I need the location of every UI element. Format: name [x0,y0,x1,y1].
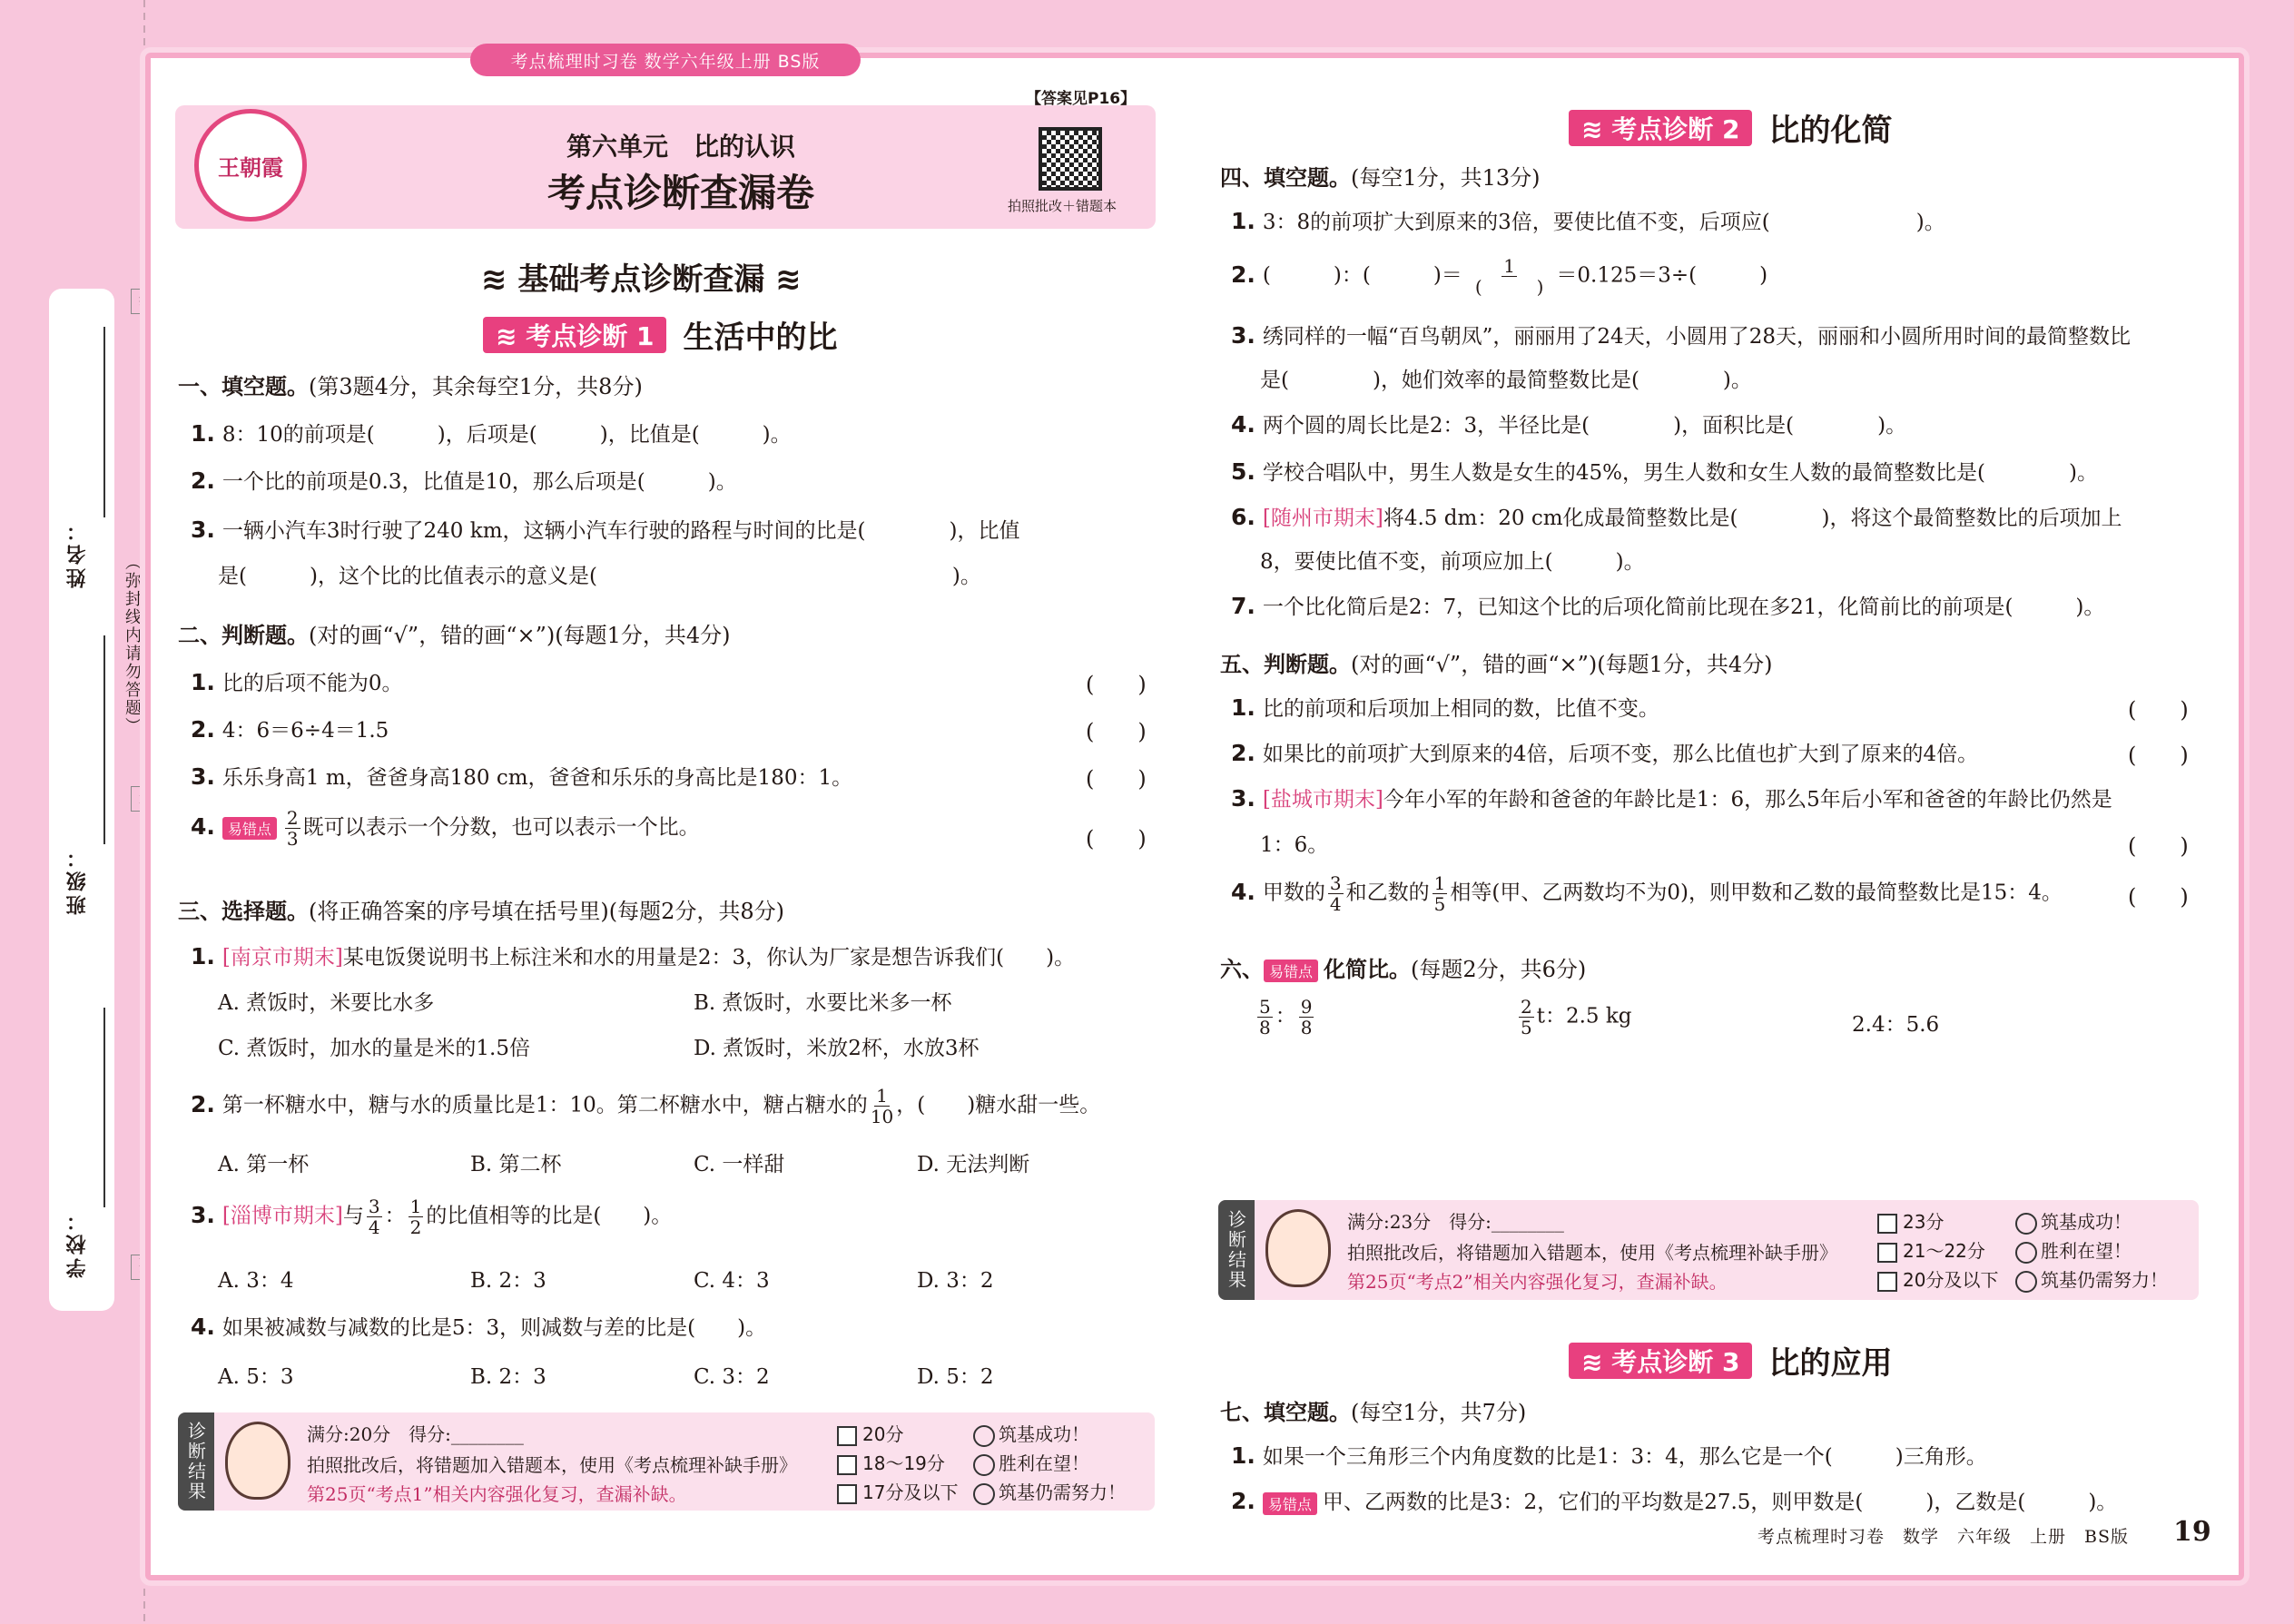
checkbox[interactable] [1877,1243,1897,1263]
result-text: 筑基成功！ [2041,1211,2132,1233]
section3-badge: ≋ 考点诊断 3 [1569,1343,1752,1379]
smile-icon [973,1483,995,1505]
diagnosis-result-1a [973,1420,1089,1447]
diagnosis-panel-1 [178,1412,1155,1511]
q3-3-tag: [淄博市期末] [222,1204,343,1228]
q3-2-fraction [871,1086,893,1127]
seal-note: （弥封线内请勿答题） [123,554,142,735]
q3-3-fraction-2 [409,1196,424,1237]
q3-3-fraction-1 [367,1196,382,1237]
diagnosis-result-1b [973,1449,1089,1476]
q5-4-text-c: 相等(甲、乙两数均不为0)，则甲数和乙数的最简整数比是15：4。 [1450,881,2063,905]
q3-3-option-b[interactable]: B. 2：3 [470,1269,546,1293]
q2-4-fraction [285,808,300,849]
q2-4-num: 2 [286,807,299,829]
q7-1-text: 如果一个三角形三个内角度数的比是1：3：4，那么它是一个( )三角形。 [1262,1445,1987,1469]
q4-6: 6. [随州市期末]将4.5 dm：20 cm化成最简整数比是( )，将这个最简整数比的后项加上 [1231,504,2122,530]
q4-2-num: 1 [1503,255,1515,277]
publisher-logo [194,109,307,221]
q7-2-text: 甲、乙两数的比是3：2，它们的平均数是27.5，则甲数是( )，乙数是( )。 [1322,1491,2118,1514]
q3-note: (将正确答案的序号填在括号里)(每题2分，共8分) [309,899,784,924]
option-text: 20分及以下 [1903,1269,1999,1291]
q6-title: 化简比。 [1324,957,1412,982]
q3-4: 4. 如果被减数与减数的比是5：3，则减数与差的比是( )。 [191,1314,767,1340]
q6-expr-3: 2.4：5.6 [1852,1013,1940,1037]
result-text: 胜利在望！ [2041,1240,2132,1262]
q6-expr-2 [1516,997,1632,1038]
q5-2-text: 如果比的前项扩大到原来的4倍，后项不变，那么比值也扩大到了原来的4倍。 [1262,743,1979,766]
q3-2-option-d[interactable]: D. 无法判断 [917,1153,1030,1176]
q2-note: (对的画“√”，错的画“×”)(每题1分，共4分) [309,623,731,648]
section2-heading [1569,105,1892,150]
q4-2-den: ( ) [1474,276,1544,298]
diagnosis-result-2a [2015,1207,2132,1235]
q2-header [178,617,730,649]
q4-4: 4. 两个圆的周长比是2：3，半径比是( )，面积比是( )。 [1231,411,1907,438]
diagnosis-label-2: 诊断结果 [1218,1200,1255,1300]
qr-code[interactable] [1039,127,1102,191]
q5-3-text-a: 今年小军的年龄和爸爸的年龄比是1：6，那么5年后小军和爸爸的年龄比仍然是 [1383,788,2112,812]
smile-icon [2015,1242,2037,1264]
q7-2-badge: 易错点 [1263,1492,1317,1515]
q3-2-text-a: 第一杯糖水中，糖与水的质量比是1：10。第二杯糖水中，糖占糖水的 [222,1093,868,1117]
q3-2-option-c[interactable]: C. 一样甜 [694,1153,785,1176]
girl-avatar-icon [1265,1209,1331,1287]
section1-badge: ≋ 考点诊断 1 [483,317,666,353]
q6-e1-d1: 8 [1259,1017,1271,1038]
q3-2: 2. 第一杯糖水中，糖与水的质量比是1：10。第二杯糖水中，糖占糖水的 $\frac{1}{10}$ ，( )糖水甜一些。 [191,1085,1101,1127]
q3-4-option-b[interactable]: B. 2：3 [470,1365,546,1389]
q5-4-d2: 5 [1433,893,1446,915]
q7-2: 2. 易错点 甲、乙两数的比是3：2，它们的平均数是27.5，则甲数是( )，乙数是( )。 [1231,1488,2118,1514]
smile-icon [2015,1213,2037,1235]
q4-5: 5. 学校合唱队中，男生人数是女生的45%，男生人数和女生人数的最简整数比是( )。 [1231,458,2098,485]
q3-2-num: 1 [876,1085,888,1107]
q4-6-text-a: 将4.5 dm：20 cm化成最简整数比是( )，将这个最简整数比的后项加上 [1383,507,2122,530]
checkbox[interactable] [1877,1214,1897,1234]
q6-num: 六、 [1220,957,1264,982]
q3-3-text-a: 与 [342,1204,364,1228]
result-text: 筑基仍需努力！ [2041,1269,2168,1291]
q3-2-text-b: ，( )糖水甜一些。 [896,1093,1101,1117]
q6-e1-n1: 5 [1259,996,1271,1018]
logo-text: 王朝霞 [218,153,283,181]
q3-3-colon: ： [384,1204,406,1228]
q2-4: 4. 易错点 $\frac{2}{3}$ 既可以表示一个分数，也可以表示一个比。 [191,807,700,850]
q5-4-n1: 3 [1329,872,1342,894]
q2-2-text: 4：6＝6÷4＝1.5 [222,719,389,743]
q6-e1-colon: ： [1275,1004,1296,1029]
q5-1-text: 比的前项和后项加上相同的数，比值不变。 [1262,697,1659,721]
q6-expr-1 [1255,997,1316,1038]
q3-2-den: 10 [870,1106,894,1127]
q3-2-option-b[interactable]: B. 第二杯 [470,1153,562,1176]
q7-title: 七、填空题。 [1220,1400,1351,1425]
q1-1: 1. 8：10的前项是( )，后项是( )，比值是( )。 [191,420,792,447]
smile-icon [973,1425,995,1447]
q5-2: 2. 如果比的前项扩大到原来的4倍，后项不变，那么比值也扩大到了原来的4倍。 [1231,740,1979,766]
diagnosis-option-2b[interactable] [1877,1236,1985,1263]
q1-note: (第3题4分，其余每空1分，共8分) [309,374,643,399]
q6-e2-num: 2 [1521,996,1532,1018]
diagnosis-result-2b [2015,1236,2132,1264]
q3-3-d1: 4 [368,1216,380,1238]
q3-3-option-a[interactable]: A. 3：4 [218,1269,294,1293]
q3-4-option-a[interactable]: A. 5：3 [218,1365,294,1389]
diagnosis-option-1b[interactable] [837,1449,945,1475]
q4-3-cont: 是( )，她们效率的最简整数比是( )。 [1260,369,1752,392]
q5-4-answer-blank[interactable]: ( ) [2128,884,2189,910]
diagnosis-option-2a[interactable] [1877,1207,1944,1234]
q4-5-text: 学校合唱队中，男生人数是女生的45%，男生人数和女生人数的最简整数比是( )。 [1262,461,2098,485]
diagnosis-score-1: 满分:20分 得分:________ [307,1423,524,1445]
q1-2: 2. 一个比的前项是0.3，比值是10，那么后项是( )。 [191,468,737,494]
q2-title: 二、判断题。 [178,623,309,648]
result-text: 筑基成功！ [999,1423,1089,1445]
section1-heading [483,312,837,357]
school-field[interactable] [103,1008,105,1207]
q1-2-text: 一个比的前项是0.3，比值是10，那么后项是( )。 [222,470,737,494]
q6-note: (每题2分，共6分) [1411,957,1587,982]
q5-3-tag: [盐城市期末] [1262,788,1383,812]
q3-header [178,893,784,925]
result-text: 筑基仍需努力！ [999,1481,1126,1503]
q4-6-cont: 8，要使比值不变，前项应加上( )。 [1260,550,1645,574]
q6-e2-text: t：2.5 kg [1536,1004,1632,1029]
q3-1-option-a[interactable]: A. 煮饭时，米要比水多 [218,991,435,1015]
result-text: 胜利在望！ [999,1452,1089,1474]
q5-3: 3. [盐城市期末]今年小军的年龄和爸爸的年龄比是1：6，那么5年后小军和爸爸的年龄比仍然是 [1231,785,2112,812]
q1-3-text-a: 一辆小汽车3时行驶了240 km，这辆小汽车行驶的路程与时间的比是( )，比值 [222,519,1020,543]
q5-note: (对的画“√”，错的画“×”)(每题1分，共4分) [1351,652,1773,677]
q2-2: 2. 4：6＝6÷4＝1.5 [191,716,389,743]
q5-4-fraction-1 [1328,873,1344,914]
q7-1: 1. 如果一个三角形三个内角度数的比是1：3：4，那么它是一个( )三角形。 [1231,1442,1987,1469]
q5-1: 1. 比的前项和后项加上相同的数，比值不变。 [1231,694,1659,721]
section2-badge: ≋ 考点诊断 2 [1569,110,1752,146]
q4-header [1220,160,1541,192]
q1-header [178,369,643,400]
q5-4-fraction-2 [1433,873,1448,914]
diagnosis-score-2: 满分:23分 得分:________ [1347,1211,1564,1233]
series-tag: 考点梳理时习卷 数学六年级上册 BS版 [470,44,861,76]
q3-3-option-c[interactable]: C. 4：3 [694,1269,770,1293]
diagnosis-result-2c [2015,1265,2168,1293]
q7-header [1220,1394,1526,1426]
q3-3: 3. [淄博市期末]与 $\frac{3}{4}$ ： $\frac{1}{2}$ 的比值相等的比是( )。 [191,1196,673,1238]
q2-3: 3. 乐乐身高1 m，爸爸身高180 cm，爸爸和乐乐的身高比是180：1。 [191,763,853,790]
q4-title: 四、填空题。 [1220,165,1351,191]
q6-e1-n2: 9 [1300,996,1313,1018]
q5-header [1220,646,1772,678]
section2-title: 比的化简 [1768,113,1893,149]
diagnosis-line2-2: 第25页“考点2”相关内容强化复习，查漏补缺。 [1347,1271,1728,1293]
q2-4-badge: 易错点 [222,817,277,840]
diagnosis-line2-1: 第25页“考点1”相关内容强化复习，查漏补缺。 [307,1483,687,1505]
q4-4-text: 两个圆的周长比是2：3，半径比是( )，面积比是( )。 [1262,414,1907,438]
option-text: 17分及以下 [862,1481,959,1503]
section1-title: 生活中的比 [683,320,838,356]
diagnosis-option-1a[interactable] [837,1420,903,1446]
unit-title: 第六单元 比的认识 [566,132,795,162]
q5-4-text-a: 甲数的 [1262,881,1325,905]
q5-title: 五、判断题。 [1220,652,1351,677]
checkbox[interactable] [837,1484,857,1504]
q1-3: 3. 一辆小汽车3时行驶了240 km，这辆小汽车行驶的路程与时间的比是( )，比值 [191,517,1020,543]
q4-2-text-b: ＝0.125＝3÷( ) [1556,263,1768,288]
smile-icon [2015,1271,2037,1293]
q3-4-option-d[interactable]: D. 5：2 [917,1365,994,1389]
class-label: 班级： [66,844,89,915]
q5-4-text-b: 和乙数的 [1345,881,1430,905]
q5-2-answer-blank[interactable]: ( ) [2128,743,2189,768]
q2-1-answer-blank[interactable]: ( ) [1086,672,1147,697]
q4-3: 3. 绣同样的一幅“百鸟朝凤”，丽丽用了24天，小圆用了28天，丽丽和小圆所用时间的最简整数比 [1231,322,2131,349]
smile-icon [973,1454,995,1476]
school-label: 学校： [66,1207,89,1278]
q4-2-fraction [1475,256,1544,297]
q2-1-text: 比的后项不能为0。 [222,672,403,695]
girl-avatar-icon [225,1422,290,1500]
q3-4-text: 如果被减数与减数的比是5：3，则减数与差的比是( )。 [222,1316,767,1340]
q3-1: 1. [南京市期末]某电饭煲说明书上标注米和水的用量是2：3，你认为厂家是想告诉我们( )。 [191,943,1076,969]
q5-4-n2: 1 [1433,872,1446,894]
q6-e1-d2: 8 [1300,1017,1313,1038]
q5-3-answer-blank[interactable]: ( ) [2128,833,2189,859]
q4-7-text: 一个比化简后是2：7，已知这个比的后项化简前比现在多21，化简前比的前项是( )。 [1262,595,2105,619]
q2-3-text: 乐乐身高1 m，爸爸身高180 cm，爸爸和乐乐的身高比是180：1。 [222,766,853,790]
q2-3-answer-blank[interactable]: ( ) [1086,766,1147,792]
q1-3-cont: 是( )，这个比的比值表示的意义是( )。 [218,565,981,588]
option-text: 21～22分 [1903,1240,1985,1262]
class-field[interactable] [103,635,105,844]
checkbox[interactable] [1877,1272,1897,1292]
q3-3-text-b: 的比值相等的比是( )。 [426,1204,673,1228]
paper-title: 考点诊断查漏卷 [546,171,814,215]
q6-badge: 易错点 [1264,960,1318,982]
q3-3-n1: 3 [368,1196,380,1217]
q3-1-text: 某电饭煲说明书上标注米和水的用量是2：3，你认为厂家是想告诉我们( )。 [342,946,1076,969]
q2-1: 1. 比的后项不能为0。 [191,669,403,695]
q5-1-answer-blank[interactable]: ( ) [2128,697,2189,723]
q3-3-option-d[interactable]: D. 3：2 [917,1269,994,1293]
q5-4: 4. 甲数的 $\frac{3}{4}$ 和乙数的 $\frac{1}{5}$ 相等(甲、乙两数均不为0)，则甲数和乙数的最简整数比是15：4。 [1231,872,2063,915]
q4-1: 1. 3：8的前项扩大到原来的3倍，要使比值不变，后项应( )。 [1231,208,1945,234]
q3-1-option-b[interactable]: B. 煮饭时，水要比米多一杯 [694,991,952,1015]
q3-title: 三、选择题。 [178,899,309,924]
q6-e1-fraction-1 [1257,997,1273,1038]
q4-6-tag: [随州市期末] [1262,507,1383,530]
q2-4-den: 3 [286,828,299,850]
q6-e1-fraction-2 [1299,997,1314,1038]
q4-3-text-a: 绣同样的一幅“百鸟朝凤”，丽丽用了24天，小圆用了28天，丽丽和小圆所用时间的最简整数比 [1262,325,2131,349]
basic-section-banner: ≋ 基础考点诊断查漏 ≋ [481,261,802,298]
q7-note: (每空1分，共7分) [1351,1400,1527,1425]
section3-heading [1569,1338,1892,1383]
option-text: 18～19分 [862,1452,945,1474]
diagnosis-label-1: 诊断结果 [178,1412,214,1511]
q4-2-text-a: ( )：( )＝ [1262,263,1462,288]
name-label: 姓名： [66,517,89,588]
option-text: 20分 [862,1423,904,1445]
q3-3-d2: 2 [409,1216,422,1238]
q2-4-text: 既可以表示一个分数，也可以表示一个比。 [302,815,700,840]
q4-7: 7. 一个比化简后是2：7，已知这个比的后项化简前比现在多21，化简前比的前项是( )。 [1231,593,2105,619]
q5-4-d1: 4 [1329,893,1342,915]
diagnosis-panel-2 [1218,1200,2199,1300]
footer-text: 考点梳理时习卷 数学 六年级 上册 BS版 [1757,1527,2129,1547]
checkbox[interactable] [837,1455,857,1475]
q3-1-option-c[interactable]: C. 煮饭时，加水的量是米的1.5倍 [218,1037,530,1060]
diagnosis-line1-2: 拍照批改后，将错题加入错题本，使用《考点梳理补缺手册》 [1347,1242,1837,1264]
page-number: 19 [2173,1516,2211,1548]
diagnosis-result-1c [973,1478,1126,1505]
answer-reference: 【答案见P16】 [1026,90,1137,108]
checkbox[interactable] [837,1426,857,1446]
q4-2: 2. ( )：( )＝ $\frac{1}{( )}$ ＝0.125＝3÷( ) [1231,255,1768,298]
q6-e2-fraction [1519,997,1534,1038]
diagnosis-option-2c[interactable] [1877,1265,1998,1292]
q4-1-text: 3：8的前项扩大到原来的3倍，要使比值不变，后项应( )。 [1262,211,1945,234]
q6-e2-den: 5 [1521,1017,1532,1038]
q2-2-answer-blank[interactable]: ( ) [1086,719,1147,744]
qr-caption: 拍照批改＋错题本 [1008,198,1117,214]
q3-4-option-c[interactable]: C. 3：2 [694,1365,770,1389]
q6-header [1220,951,1586,983]
section3-title: 比的应用 [1768,1345,1893,1382]
name-field[interactable] [103,327,105,517]
q3-3-n2: 1 [409,1196,422,1217]
q1-1-text: 8：10的前项是( )，后项是( )，比值是( )。 [222,423,792,447]
q4-note: (每空1分，共13分) [1351,165,1541,191]
q3-1-tag: [南京市期末] [222,946,343,969]
q3-1-option-d[interactable]: D. 煮饭时，米放2杯，水放3杯 [694,1037,980,1060]
q1-title: 一、填空题。 [178,374,309,399]
diagnosis-option-1c[interactable] [837,1478,958,1504]
diagnosis-line1-1: 拍照批改后，将错题加入错题本，使用《考点梳理补缺手册》 [307,1454,797,1476]
q2-4-answer-blank[interactable]: ( ) [1086,826,1147,851]
q3-2-option-a[interactable]: A. 第一杯 [218,1153,310,1176]
option-text: 23分 [1903,1211,1944,1233]
q5-3-cont: 1：6。 [1260,833,1329,857]
